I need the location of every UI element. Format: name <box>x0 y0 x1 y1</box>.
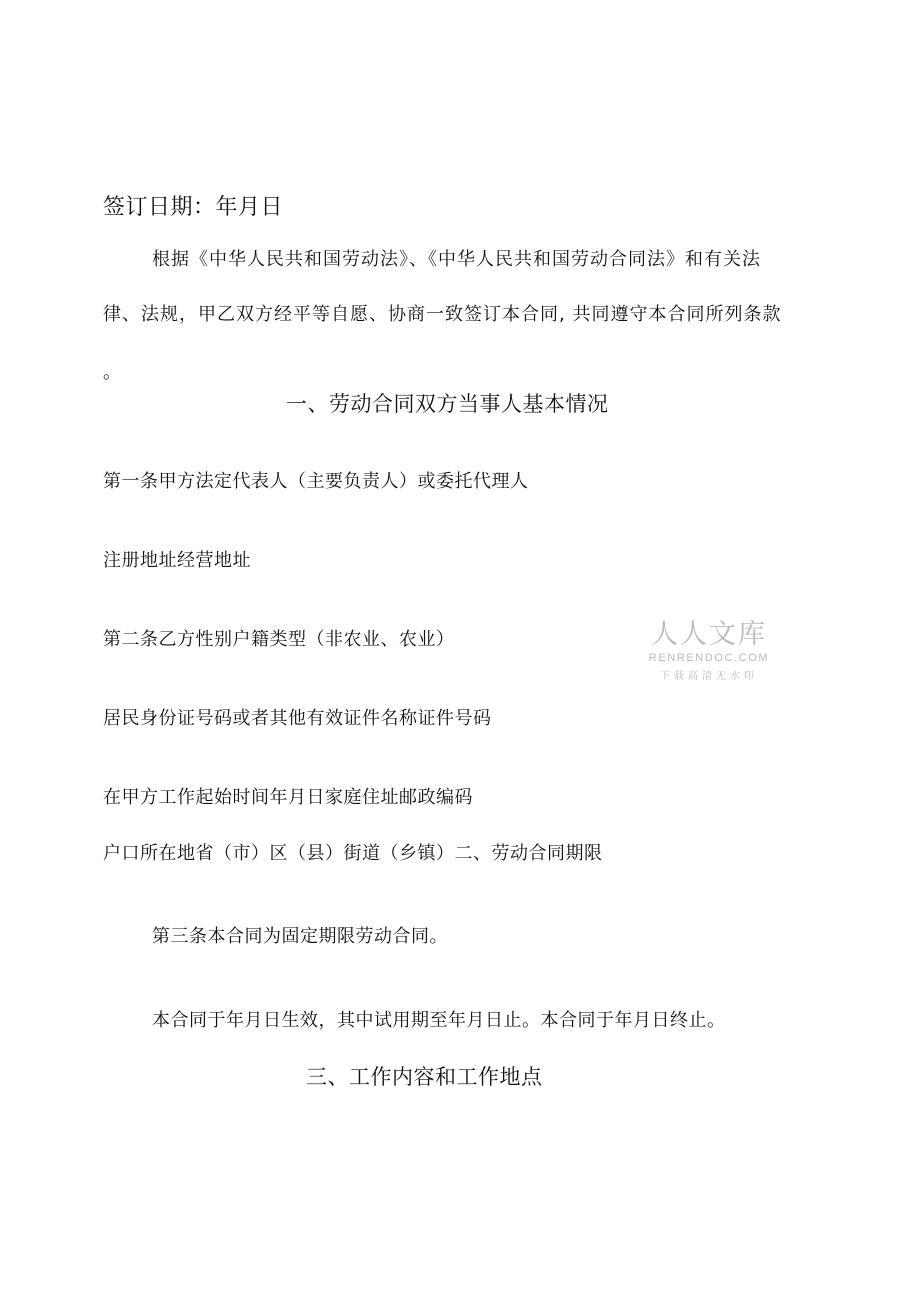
work-start-line: 在甲方工作起始时间年月日家庭住址邮政编码 <box>103 787 473 808</box>
article-1: 第一条甲方法定代表人（主要负责人）或委托代理人 <box>103 471 529 492</box>
section-3-heading: 三、工作内容和工作地点 <box>306 1065 543 1089</box>
id-number-line: 居民身份证号码或者其他有效证件名称证件号码 <box>103 708 492 729</box>
contract-term-line: 本合同于年月日生效，其中试用期至年月日止。本合同于年月日终止。 <box>152 1010 726 1031</box>
intro-paragraph-line-3: 。 <box>103 362 121 383</box>
watermark-domain: RENRENDOC.COM <box>648 651 770 664</box>
signing-date: 签订日期：年月日 <box>103 195 284 220</box>
article-2: 第二条乙方性别户籍类型（非农业、农业） <box>103 629 455 650</box>
watermark-title: 人人文库 <box>651 619 767 650</box>
section-1-heading: 一、劳动合同双方当事人基本情况 <box>286 392 609 416</box>
address-line: 注册地址经营地址 <box>103 550 251 571</box>
watermark-logo <box>646 620 772 682</box>
intro-paragraph-line-1: 根据《中华人民共和国劳动法》、《中华人民共和国劳动合同法》和有关法 <box>152 249 761 270</box>
article-3: 第三条本合同为固定期限劳动合同。 <box>152 926 448 947</box>
watermark-subtitle: 下载高清无水印 <box>660 670 758 682</box>
hukou-line: 户口所在地省（市）区（县）街道（乡镇）二、劳动合同期限 <box>103 843 603 864</box>
intro-paragraph-line-2: 律、法规，甲乙双方经平等自愿、协商一致签订本合同, 共同遵守本合同所列条款 <box>103 304 782 325</box>
